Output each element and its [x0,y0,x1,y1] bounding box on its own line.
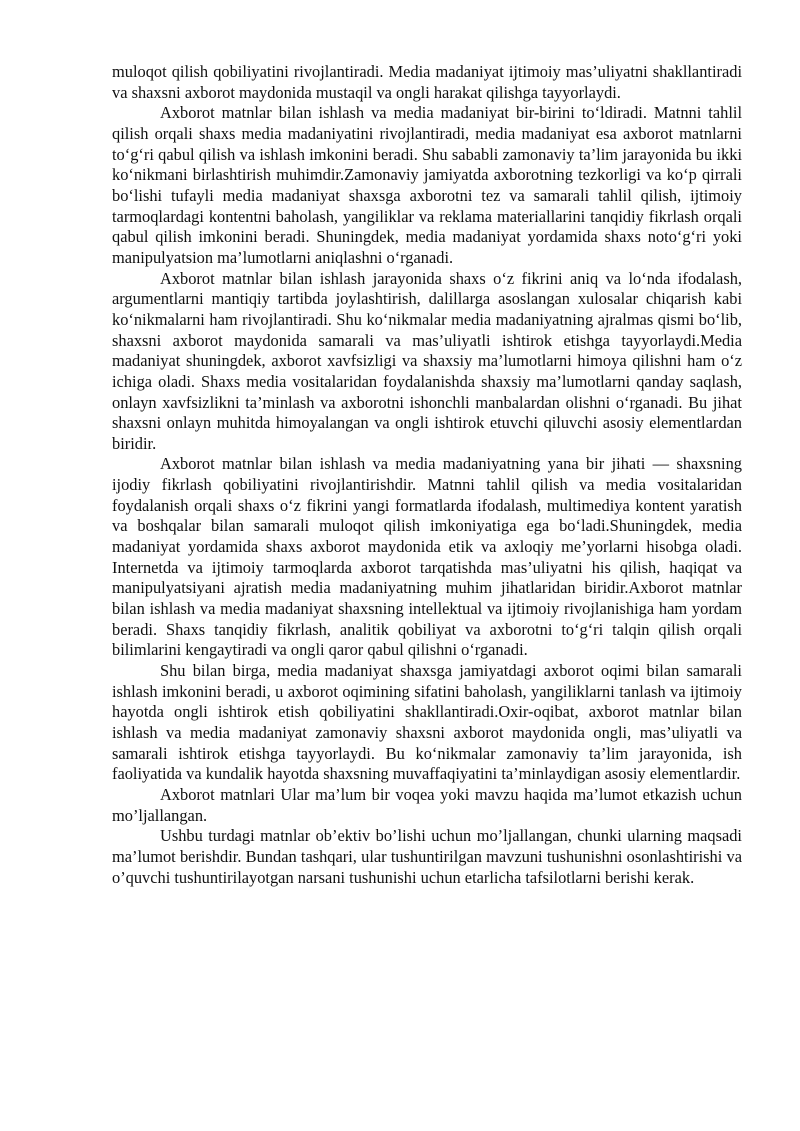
paragraph-informational-texts: Axborot matnlari Ular ma’lum bir voqea yoki mavzu haqida ma’lumot etkazish uchun mo’ljallangan. [112,784,742,825]
paragraph-continuation: muloqot qilish qobiliyatini rivojlantiradi. Media madaniyat ijtimoiy mas’uliyatni shakllantiradi va shaxsni axborot maydonida mustaqil va ongli harakat qilishga tayyorlaydi. [112,62,742,102]
paragraph-information-flow: Shu bilan birga, media madaniyat shaxsga jamiyatdagi axborot oqimi bilan samarali ishlash imkonini beradi, u axborot oqimining sifatini baholash, yangiliklarni tanlash va ijtimoiy hayotda ongli ishtirok etish qobiliyatini shakllantiradi.Oxir-oqibat, axborot matnlar bilan ishlash va media madaniyat zamonaviy shaxsni axborot maydonida ongli, mas’uliyatli va samarali ishtirok etishga tayyorlaydi. Bu ko‘nikmalar zamonaviy ta’lim jarayonida, ish faoliyatida va kundalik hayotda shaxsning muvaffaqiyatini ta’minlaydigan asosiy elementlardir. [112,661,742,784]
paragraph-media-culture-complement: Axborot matnlar bilan ishlash va media madaniyat bir-birini to‘ldiradi. Matnni tahlil qilish orqali shaxs media madaniyatini rivojlantiradi, media madaniyat esa axborot matnlarni to‘g‘ri qabul qilish va ishlash imkonini beradi. Shu sababli zamonaviy ta’lim jarayonida bu ikki ko‘nikmani birlashtirish muhimdir.Zamonaviy jamiyatda axborotning tezkorligi va ko‘p qirrali bo‘lishi tufayli media madaniyat shaxsga axborotni tez va samarali tahlil qilish, ijtimoiy tarmoqlardagi kontentni baholash, yangiliklar va reklama materiallarini tanqidiy fikrlash orqali qabul qilish imkonini beradi. Shuningdek, media madaniyat yordamida shaxs noto‘g‘ri yoki manipulyatsion ma’lumotlarni aniqlashni o‘rganadi. [112,103,742,267]
paragraph-objective-texts: Ushbu turdagi matnlar ob’ektiv bo’lishi uchun mo’ljallangan, chunki ularning maqsadi ma’lumot berishdir. Bundan tashqari, ular tushuntirilgan mavzuni tushunishni osonlashtirishi va o’quvchi tushuntirilayotgan narsani tushunishi uchun etarlicha tafsilotlarni berishi kerak. [112,826,742,887]
paragraph-text-work-skills: Axborot matnlar bilan ishlash jarayonida shaxs o‘z fikrini aniq va lo‘nda ifodalash, argumentlarni mantiqiy tartibda joylashtirish, dalillarga asoslangan xulosalar chiqarish kabi ko‘nikmalarni ham rivojlantiradi. Shu ko‘nikmalar media madaniyatning ajralmas qismi bo‘lib, shaxsni axborot maydonida samarali va mas’uliyatli ishtirok etishga tayyorlaydi.Media madaniyat shuningdek, axborot xavfsizligi va shaxsiy ma’lumotlarni himoya qilishni ham o‘z ichiga oladi. Shaxs media vositalaridan foydalanishda shaxsiy ma’lumotlarni qanday saqlash, onlayn xavfsizlikni ta’minlash va axborotni ishonchli manbalardan olishni o‘rganadi. Bu jihat shaxsni onlayn muhitda himoyalangan va ongli ishtirok etuvchi qiluvchi asosiy elementlardan biridir. [112,268,742,453]
paragraph-creative-thinking: Axborot matnlar bilan ishlash va media madaniyatning yana bir jihati — shaxsning ijodiy fikrlash qobiliyatini rivojlantirishdir. Matnni tahlil qilish va media vositalaridan foydalanish orqali shaxs o‘z fikrini yangi formatlarda ifodalash, multimediya kontent yaratish va boshqalar bilan samarali muloqot qilish imkoniyatiga ega bo‘ladi.Shuningdek, media madaniyat yordamida shaxs axborot maydonida etik va axloqiy me’yorlarni hisobga oladi. Internetda va ijtimoiy tarmoqlarda axborot tarqatishda mas’uliyatni his qilish, haqiqat va manipulyatsiyani ajratish media madaniyatning muhim jihatlaridan biridir.Axborot matnlar bilan ishlash va media madaniyat shaxsning intellektual va ijtimoiy rivojlanishiga ham yordam beradi. Shaxs tanqidiy fikrlash, analitik qobiliyat va axborotni to‘g‘ri talqin qilish orqali bilimlarini kengaytiradi va ongli qaror qabul qilishni o‘rganadi. [112,454,742,660]
document-page [112,62,742,888]
